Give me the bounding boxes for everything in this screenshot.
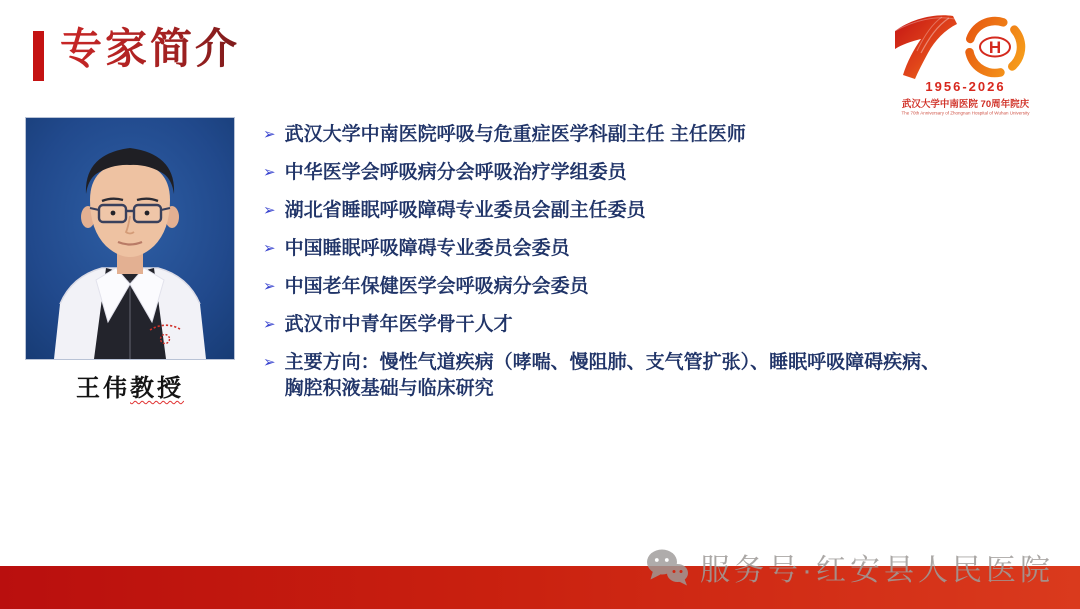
logo-english-line: The 70th Anniversary of Zhongnan Hospital of Wuhan University [901,111,1030,117]
credential-item [263,350,953,402]
credential-list [263,120,953,414]
credential-text: 主要方向：慢性气道疾病（哮喘、慢阻肺、支气管扩张）、睡眠呼吸障碍疾病、胸腔积液基础与临床研究 [284,352,941,400]
arrow-bullet-icon: ➢ [263,126,276,143]
credential-text: 中国睡眠呼吸障碍专业委员会委员 [284,238,570,260]
arrow-bullet-icon: ➢ [263,240,276,258]
expert-photo [25,117,235,360]
logo-70-icon [891,5,1041,81]
credential-item [263,160,953,186]
credential-text: 武汉市中青年医学骨干人才 [284,314,513,336]
credential-item [263,198,953,224]
arrow-bullet-icon: ➢ [263,202,276,220]
logo-org-line: 武汉大学中南医院 70周年院庆 [901,99,1030,110]
wechat-icon [645,548,691,586]
watermark-text: 服务号·红安县人民医院 [700,554,1054,587]
logo-h-letter: H [988,38,1001,57]
expert-title-text: 教授 [130,375,184,402]
credential-item [263,122,953,148]
page-title: 专家简介 [60,24,240,74]
wechat-watermark [645,545,1054,589]
credential-text: 中华医学会呼吸病分会呼吸治疗学组委员 [284,162,627,184]
arrow-bullet-icon: ➢ [263,354,276,372]
credential-text: 武汉大学中南医院呼吸与危重症医学科副主任 主任医师 [284,124,746,145]
credential-text: 湖北省睡眠呼吸障碍专业委员会副主任委员 [284,200,646,222]
credential-item [263,236,953,262]
credential-item [263,274,953,300]
credential-item [263,312,953,338]
expert-name [25,368,235,403]
arrow-bullet-icon: ➢ [263,316,276,334]
credential-text: 中国老年保健医学会呼吸病分会委员 [284,276,589,298]
arrow-bullet-icon: ➢ [263,278,276,296]
arrow-bullet-icon: ➢ [263,164,276,182]
anniversary-logo [883,5,1048,117]
logo-years: 1956-2026 [925,79,1006,94]
title-accent-bar [33,31,44,81]
expert-name-text: 王伟 [76,375,130,402]
